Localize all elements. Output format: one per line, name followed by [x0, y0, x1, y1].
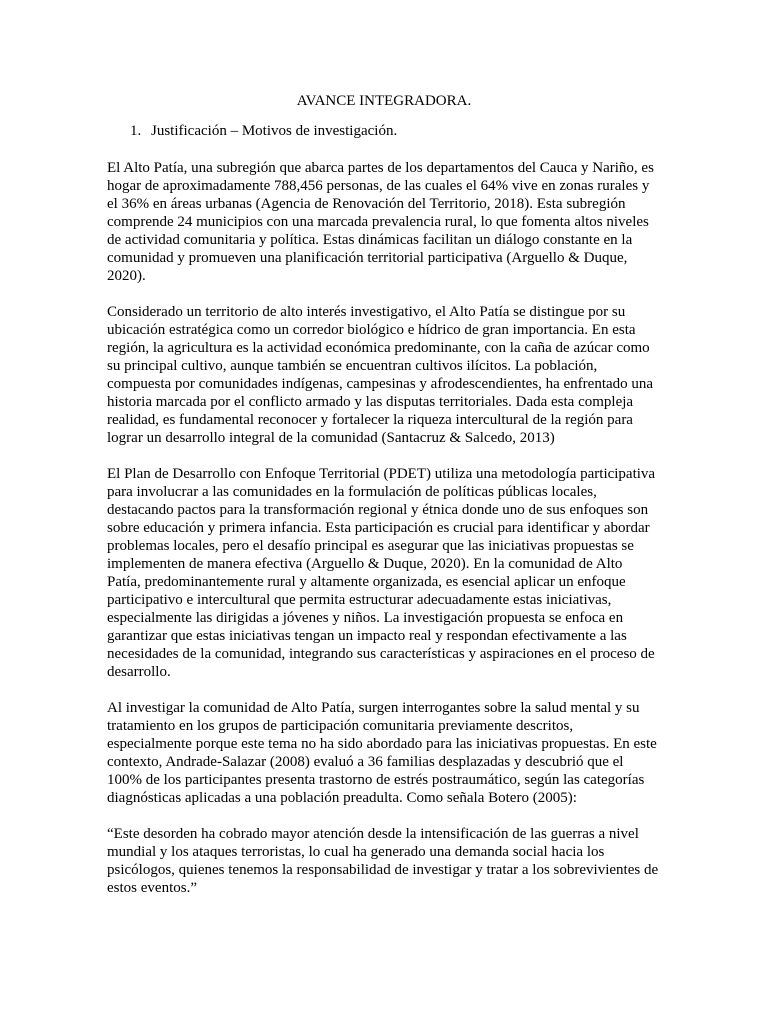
text-line: hogar de aproximadamente 788,456 personas, de las cuales el 64% vive en zonas rurales y — [107, 178, 650, 194]
text-line: participativo e intercultural que permita estructurar adecuadamente estas iniciativas, — [107, 592, 612, 608]
text-line: 100% de los participantes presenta trastorno de estrés postraumático, según las categorías — [107, 772, 645, 788]
list-item-text: Justificación – Motivos de investigación. — [151, 123, 398, 139]
text-line: realidad, es fundamental reconocer y fortalecer la riqueza intercultural de la región para — [107, 412, 633, 428]
quote-paragraph — [107, 825, 667, 897]
text-line: problemas locales, pero el desafío principal es asegurar que las iniciativas propuestas se — [107, 538, 634, 554]
text-line: implementen de manera efectiva (Arguello & Duque, 2020). En la comunidad de Alto — [107, 556, 623, 572]
text-line: Patía, predominantemente rural y altamente organizada, es esencial aplicar un enfoque — [107, 574, 626, 590]
text-line: región, la agricultura es la actividad económica predominante, con la caña de azúcar como — [107, 340, 650, 356]
text-line: 2020). — [107, 268, 146, 284]
text-line: su principal cultivo, aunque también se encuentran cultivos ilícitos. La población, — [107, 358, 598, 374]
text-line: especialmente porque este tema no ha sido abordado para las iniciativas propuestas. En este — [107, 736, 657, 752]
text-line: ubicación estratégica como un corredor biológico e hídrico de gran importancia. En esta — [107, 322, 636, 338]
text-line: garantizar que estas iniciativas tengan un impacto real y respondan efectivamente a las — [107, 628, 627, 644]
text-line: “Este desorden ha cobrado mayor atención desde la intensificación de las guerras a nivel — [107, 826, 639, 842]
document-title: AVANCE INTEGRADORA. — [296, 93, 472, 109]
document-body — [107, 159, 667, 915]
text-line: comprende 24 municipios con una marcada prevalencia rural, lo que fomenta altos niveles — [107, 214, 649, 230]
text-line: sobre educación y primera infancia. Esta participación es crucial para identificar y abordar — [107, 520, 650, 536]
text-line: comunidad y promueven una planificación territorial participativa (Arguello & Duque, — [107, 250, 628, 266]
text-line: El Alto Patía, una subregión que abarca partes de los departamentos del Cauca y Nariño, es — [107, 160, 654, 176]
text-line: psicólogos, quienes tenemos la responsabilidad de investigar y tratar a los sobrevivientes de — [107, 862, 659, 878]
text-line: diagnósticas aplicadas a una población preadulta. Como señala Botero (2005): — [107, 790, 577, 806]
text-line: mundial y los ataques terroristas, lo cual ha generado una demanda social hacia los — [107, 844, 605, 860]
text-line: El Plan de Desarrollo con Enfoque Territorial (PDET) utiliza una metodología participativa — [107, 466, 656, 482]
text-line: Considerado un territorio de alto interés investigativo, el Alto Patía se distingue por su — [107, 304, 626, 320]
text-line: lograr un desarrollo integral de la comunidad (Santacruz & Salcedo, 2013) — [107, 430, 555, 446]
paragraph-2 — [107, 303, 667, 447]
text-line: de actividad comunitaria y política. Estas dinámicas facilitan un diálogo constante en la — [107, 232, 633, 248]
text-line: desarrollo. — [107, 664, 171, 680]
text-line: Al investigar la comunidad de Alto Patía, surgen interrogantes sobre la salud mental y su — [107, 700, 640, 716]
text-line: destacando pactos para la transformación regional y étnica donde uno de sus enfoques son — [107, 502, 649, 518]
text-line: compuesta por comunidades indígenas, campesinas y afrodescendientes, ha enfrentado una — [107, 376, 654, 392]
paragraph-1 — [107, 159, 667, 285]
text-line: historia marcada por el conflicto armado y las disputas territoriales. Dada esta compleja — [107, 394, 634, 410]
paragraph-4 — [107, 699, 667, 807]
text-line: necesidades de la comunidad, integrando sus características y aspiraciones en el proceso de — [107, 646, 655, 662]
text-line: contexto, Andrade-Salazar (2008) evaluó a 36 familias desplazadas y descubrió que el — [107, 754, 624, 770]
text-line: especialmente las dirigidas a jóvenes y niños. La investigación propuesta se enfoca en — [107, 610, 624, 626]
paragraph-3 — [107, 465, 667, 681]
text-line: estos eventos.” — [107, 880, 197, 896]
list-item-number: 1. — [130, 123, 142, 139]
text-line: tratamiento en los grupos de participación comunitaria previamente descritos, — [107, 718, 574, 734]
list-item-justification — [130, 122, 397, 140]
text-line: para involucrar a las comunidades en la formulación de políticas públicas locales, — [107, 484, 597, 500]
text-line: el 36% en áreas urbanas (Agencia de Renovación del Territorio, 2018). Esta subregión — [107, 196, 626, 212]
